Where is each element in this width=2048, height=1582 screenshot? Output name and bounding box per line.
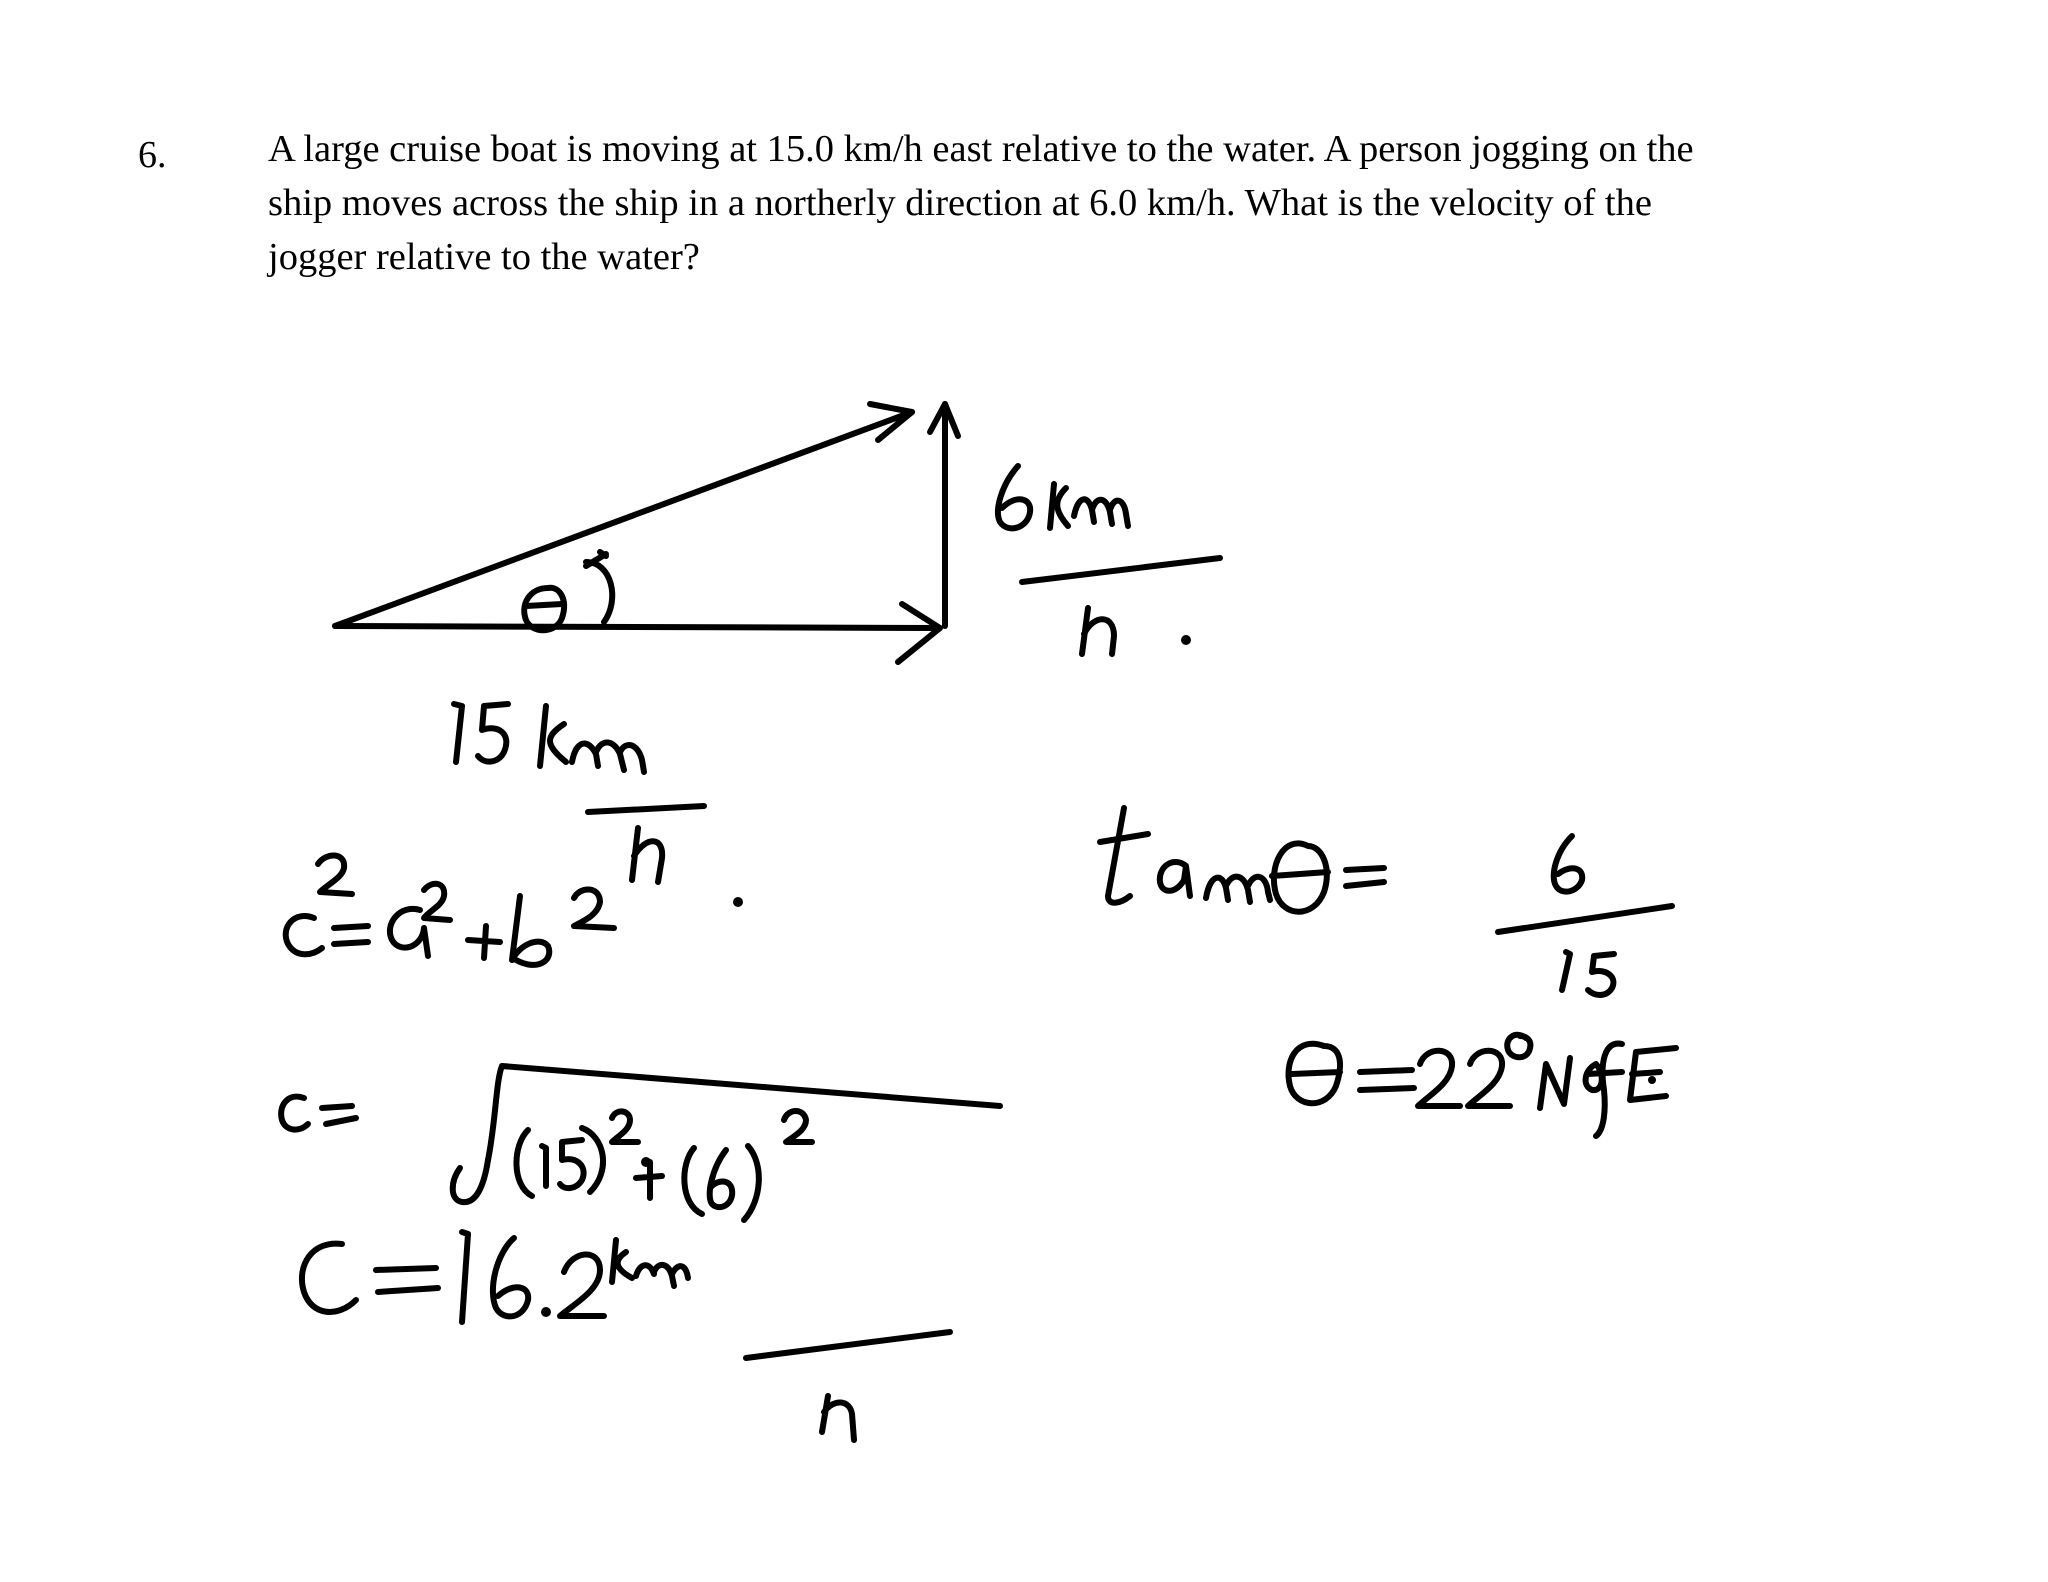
pythagorean-equation [286, 855, 614, 964]
question-line-2: ship moves across the ship in a northerly direction at 6.0 km/h. What is the velocity of the [268, 182, 1652, 224]
angle-answer [1288, 1035, 1676, 1136]
label-15-km-per-h [454, 704, 743, 907]
tangent-equation [1100, 808, 1672, 995]
label-6-km-per-h [998, 466, 1220, 654]
angle-arc-arrow [586, 552, 612, 622]
question-line-3: jogger relative to the water? [268, 236, 700, 278]
resultant-vector-line [335, 412, 912, 626]
square-root-expression [281, 1066, 1000, 1220]
horizontal-vector-line [335, 626, 938, 628]
question-number: 6. [138, 134, 167, 176]
horizontal-vector-arrowhead [898, 604, 940, 662]
vector-triangle-diagram [335, 404, 958, 662]
question-line-1: A large cruise boat is moving at 15.0 km/h east relative to the water. A person jogging on the [268, 128, 1694, 170]
final-speed-answer [302, 1232, 950, 1440]
